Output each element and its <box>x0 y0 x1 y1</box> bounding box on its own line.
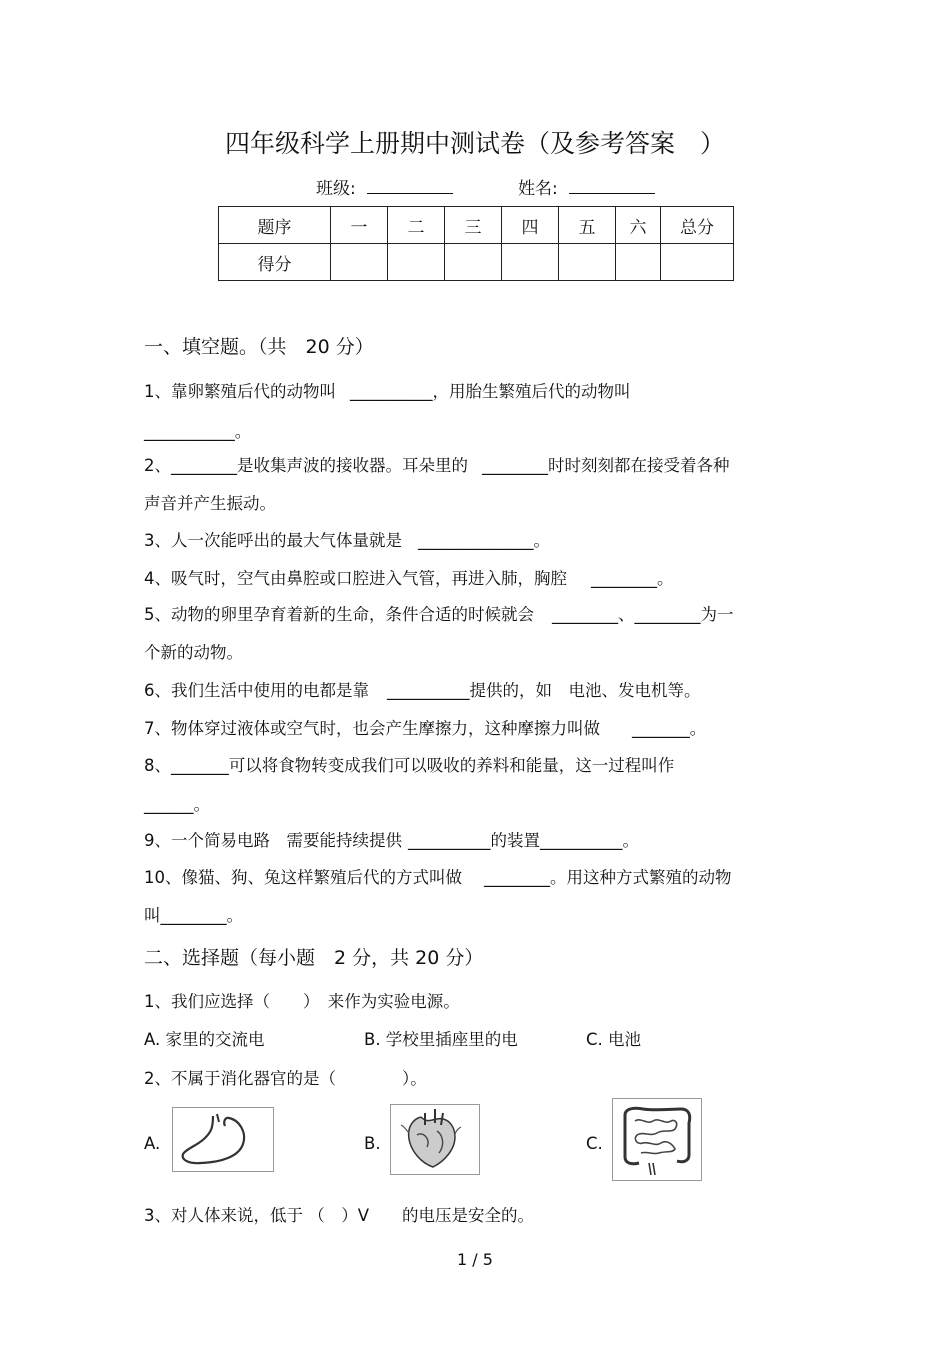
score-cell[interactable] <box>616 244 661 281</box>
question-text: 6、我们生活中使用的电都是靠 <box>144 681 369 700</box>
question-line <box>144 418 251 442</box>
question-text: 的装置 <box>490 831 540 850</box>
question-text: 时时刻刻都在接受着各种 <box>548 456 730 475</box>
score-cell[interactable] <box>445 244 502 281</box>
answer-blank: ________ <box>484 868 550 887</box>
name-field <box>518 174 655 199</box>
question-text: 9、一个简易电路 需要能持续提供 <box>144 831 402 850</box>
header-cell: 总分 <box>661 207 734 244</box>
question-text: 可以将食物转变成我们可以吸收的养料和能量，这一过程叫作 <box>228 756 675 775</box>
question-line <box>144 902 243 926</box>
question-text: 。 <box>689 719 707 738</box>
mc-question-1: 1、我们应选择（ ） 来作为实验电源。 <box>144 992 460 1011</box>
question-line <box>144 527 550 551</box>
question-text: 。 <box>226 906 243 925</box>
mc-question-3: 3、对人体来说，低于 （ ）V 的电压是安全的。 <box>144 1206 535 1225</box>
question-text: 叫 <box>144 906 161 925</box>
mc-question-2: 2、不属于消化器官的是（ ）。 <box>144 1069 427 1088</box>
class-blank <box>367 177 453 194</box>
heart-image <box>390 1104 480 1175</box>
question-text: 提供的，如 电池、发电机等。 <box>469 681 701 700</box>
stomach-image <box>172 1107 274 1172</box>
question-text: 。用这种方式繁殖的动物 <box>550 868 732 887</box>
answer-blank: __________ <box>540 831 623 850</box>
option-a[interactable]: A. 家里的交流电 <box>144 1030 265 1049</box>
score-row-label: 得分 <box>219 244 331 281</box>
section-2-heading: 二、选择题（每小题 2 分，共 20 分） <box>144 947 484 969</box>
score-table-header-row <box>219 207 734 244</box>
header-cell: 二 <box>388 207 445 244</box>
header-cell: 六 <box>616 207 661 244</box>
name-label: 姓名: <box>518 179 558 199</box>
question-line <box>144 601 734 625</box>
option-c-label[interactable]: C. <box>586 1134 603 1153</box>
header-cell: 题序 <box>219 207 331 244</box>
question-line <box>144 452 730 476</box>
answer-blank: ________ <box>634 605 701 624</box>
question-text: 。 <box>234 422 252 441</box>
score-cell[interactable] <box>502 244 559 281</box>
question-line <box>144 864 732 888</box>
question-text: ，用胎生繁殖后代的动物叫 <box>432 382 631 401</box>
question-text: 10、像猫、狗、兔这样繁殖后代的方式叫做 <box>144 868 462 887</box>
score-cell[interactable] <box>331 244 388 281</box>
question-text: 1、靠卵繁殖后代的动物叫 <box>144 382 336 401</box>
heart-icon <box>391 1105 479 1174</box>
header-cell: 一 <box>331 207 388 244</box>
score-cell[interactable] <box>661 244 734 281</box>
question-text: 声音并产生振动。 <box>144 494 276 513</box>
question-line <box>144 565 674 589</box>
answer-blank: ______________ <box>418 531 534 550</box>
header-cell: 四 <box>502 207 559 244</box>
intestine-icon <box>613 1099 701 1180</box>
option-c[interactable]: C. 电池 <box>586 1030 642 1049</box>
question-text: 7、物体穿过液体或空气时，也会产生摩擦力，这种摩擦力叫做 <box>144 719 600 738</box>
option-b-label[interactable]: B. <box>364 1134 381 1153</box>
question-text: 、 <box>618 605 635 624</box>
question-line <box>144 677 701 701</box>
answer-blank: _______ <box>632 719 690 738</box>
option-a-label[interactable]: A. <box>144 1134 161 1153</box>
question-text: 个新的动物。 <box>144 643 243 662</box>
question-line <box>144 378 631 402</box>
answer-blank: ________ <box>171 456 237 475</box>
page-title: 四年级科学上册期中测试卷（及参考答案 ） <box>224 129 725 158</box>
answer-blank: __________ <box>408 831 491 850</box>
question-text: 是收集声波的接收器。耳朵里的 <box>237 456 468 475</box>
option-b[interactable]: B. 学校里插座里的电 <box>364 1030 518 1049</box>
answer-blank: __________ <box>350 382 433 401</box>
stomach-icon <box>173 1108 273 1171</box>
question-line <box>144 791 210 815</box>
intestine-image <box>612 1098 702 1181</box>
question-line <box>144 639 243 663</box>
question-text: 为一 <box>700 605 734 624</box>
class-field <box>316 174 453 199</box>
score-cell[interactable] <box>559 244 616 281</box>
question-line <box>144 715 706 739</box>
question-text: 。 <box>533 531 550 550</box>
header-cell: 三 <box>445 207 502 244</box>
answer-blank: ________ <box>591 569 657 588</box>
question-text: 4、吸气时，空气由鼻腔或口腔进入气管，再进入肺，胸腔 <box>144 569 567 588</box>
question-line <box>144 827 639 851</box>
answer-blank: ___________ <box>144 422 235 441</box>
question-line <box>144 490 276 514</box>
answer-blank: ______ <box>144 795 194 814</box>
answer-blank: ________ <box>482 456 548 475</box>
name-blank <box>569 177 655 194</box>
page-number: 1 / 5 <box>457 1250 493 1269</box>
question-text: 。 <box>193 795 210 814</box>
question-text: 3、人一次能呼出的最大气体量就是 <box>144 531 402 550</box>
question-text: 。 <box>622 831 639 850</box>
question-text: 5、动物的卵里孕育着新的生命，条件合适的时候就会 <box>144 605 534 624</box>
question-text: 8、 <box>144 756 171 775</box>
question-text: 。 <box>657 569 674 588</box>
answer-blank: ________ <box>552 605 618 624</box>
answer-blank: __________ <box>387 681 470 700</box>
score-table-score-row <box>219 244 734 281</box>
class-label: 班级: <box>316 179 356 199</box>
question-text: 2、 <box>144 456 171 475</box>
score-table <box>218 206 734 281</box>
answer-blank: ________ <box>160 906 227 925</box>
section-1-heading: 一、填空题。（共 20 分） <box>144 336 374 358</box>
score-cell[interactable] <box>388 244 445 281</box>
answer-blank: _______ <box>171 756 229 775</box>
question-line <box>144 752 674 776</box>
header-cell: 五 <box>559 207 616 244</box>
